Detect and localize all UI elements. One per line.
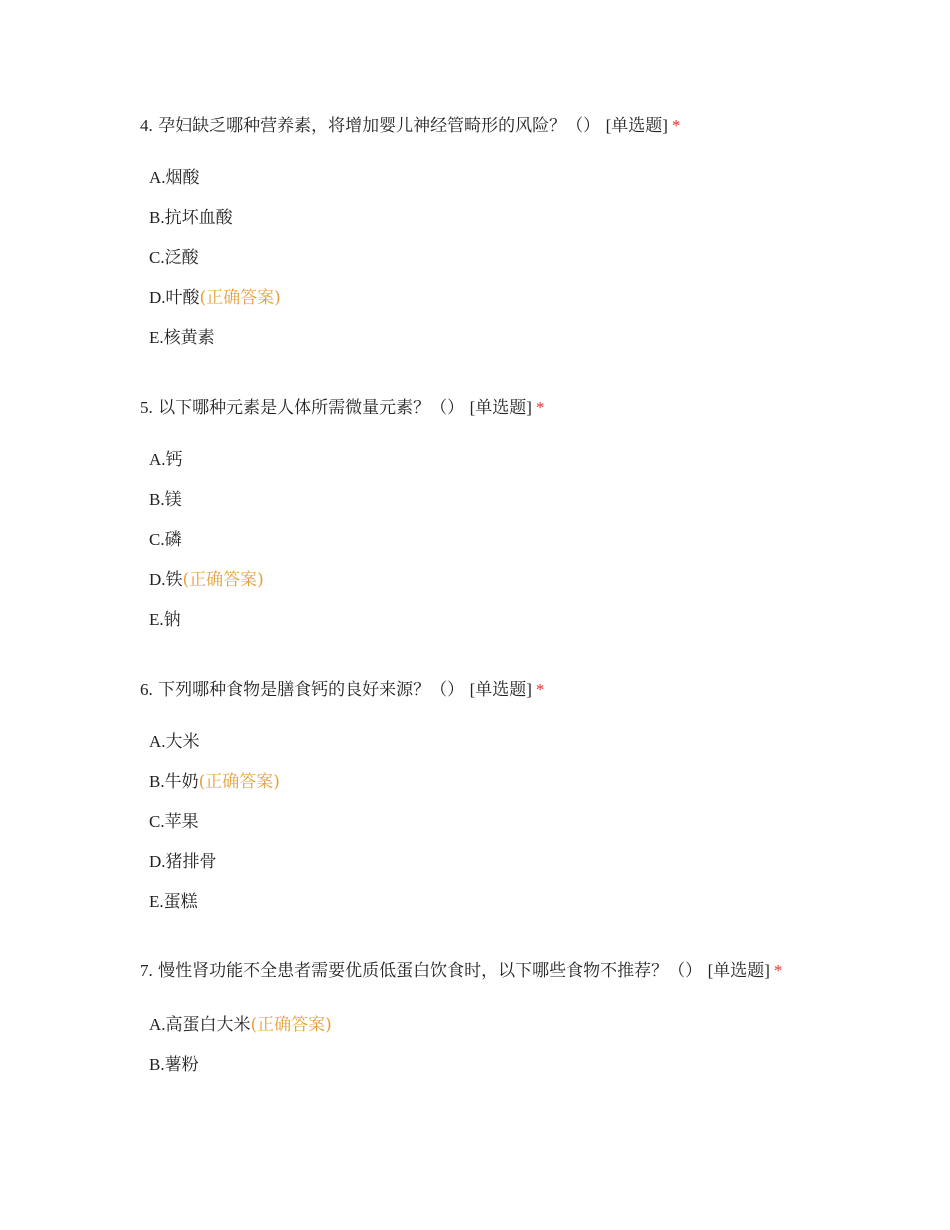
option-text: 高蛋白大米 [165, 1015, 251, 1035]
question-text: 慢性肾功能不全患者需要优质低蛋白饮食时，以下哪些食物不推荐？（） [158, 961, 703, 981]
option-list [140, 158, 810, 358]
correct-answer-label: (正确答案) [250, 1015, 332, 1035]
option-text: 叶酸 [165, 288, 200, 308]
option-letter: C. [149, 248, 165, 267]
question-number: 7. [140, 961, 153, 980]
option-letter: C. [149, 812, 165, 831]
option-letter: B. [149, 1055, 165, 1074]
required-mark: * [773, 961, 783, 980]
option-text: 核黄素 [163, 328, 215, 348]
option-a [149, 440, 810, 480]
option-text: 烟酸 [165, 168, 200, 188]
question-title [140, 675, 810, 705]
option-d [149, 842, 810, 882]
option-e [149, 882, 810, 922]
question-5 [140, 393, 810, 640]
option-letter: C. [149, 530, 165, 549]
question-type: [单选题] [707, 961, 770, 980]
option-letter: B. [149, 490, 165, 509]
option-a [149, 158, 810, 198]
option-c [149, 520, 810, 560]
option-letter: E. [149, 610, 164, 629]
option-d [149, 278, 810, 318]
option-text: 猪排骨 [165, 852, 217, 872]
option-text: 蛋糕 [163, 892, 198, 912]
option-text: 苹果 [164, 812, 199, 832]
question-text: 以下哪种元素是人体所需微量元素？（） [158, 398, 465, 418]
question-text: 下列哪种食物是膳食钙的良好来源？（） [158, 680, 465, 700]
question-text: 孕妇缺乏哪种营养素，将增加婴儿神经管畸形的风险？（） [158, 116, 601, 136]
option-c [149, 802, 810, 842]
option-text: 铁 [165, 570, 183, 590]
question-number: 4. [140, 116, 153, 135]
option-list [140, 440, 810, 640]
option-letter: D. [149, 288, 166, 307]
option-d [149, 560, 810, 600]
option-e [149, 318, 810, 358]
option-text: 泛酸 [164, 248, 199, 268]
option-text: 薯粉 [164, 1055, 199, 1075]
question-type: [单选题] [469, 680, 532, 699]
required-mark: * [535, 398, 545, 417]
question-type: [单选题] [605, 116, 668, 135]
option-text: 钙 [165, 450, 183, 470]
option-text: 牛奶 [164, 772, 199, 792]
correct-answer-label: (正确答案) [199, 288, 281, 308]
option-letter: A. [149, 732, 166, 751]
correct-answer-label: (正确答案) [182, 570, 264, 590]
question-7 [140, 956, 810, 1085]
question-6 [140, 675, 810, 922]
question-type: [单选题] [469, 398, 532, 417]
question-title [140, 956, 810, 986]
option-letter: E. [149, 328, 164, 347]
question-number: 5. [140, 398, 153, 417]
option-letter: B. [149, 772, 165, 791]
option-b [149, 762, 810, 802]
question-number: 6. [140, 680, 153, 699]
option-list [140, 722, 810, 922]
required-mark: * [535, 680, 545, 699]
required-mark: * [671, 116, 681, 135]
option-c [149, 238, 810, 278]
option-text: 钠 [163, 610, 181, 630]
option-list [140, 1005, 810, 1085]
option-letter: A. [149, 450, 166, 469]
option-letter: D. [149, 852, 166, 871]
question-4 [140, 111, 810, 358]
option-b [149, 480, 810, 520]
option-letter: A. [149, 1015, 166, 1034]
option-b [149, 1045, 810, 1085]
option-a [149, 1005, 810, 1045]
question-title [140, 393, 810, 423]
option-text: 抗坏血酸 [164, 208, 233, 228]
option-letter: A. [149, 168, 166, 187]
option-b [149, 198, 810, 238]
option-text: 磷 [164, 530, 182, 550]
option-text: 大米 [165, 732, 200, 752]
option-e [149, 600, 810, 640]
option-a [149, 722, 810, 762]
option-letter: D. [149, 570, 166, 589]
option-text: 镁 [164, 490, 182, 510]
question-title [140, 111, 810, 141]
correct-answer-label: (正确答案) [198, 772, 280, 792]
option-letter: B. [149, 208, 165, 227]
option-letter: E. [149, 892, 164, 911]
